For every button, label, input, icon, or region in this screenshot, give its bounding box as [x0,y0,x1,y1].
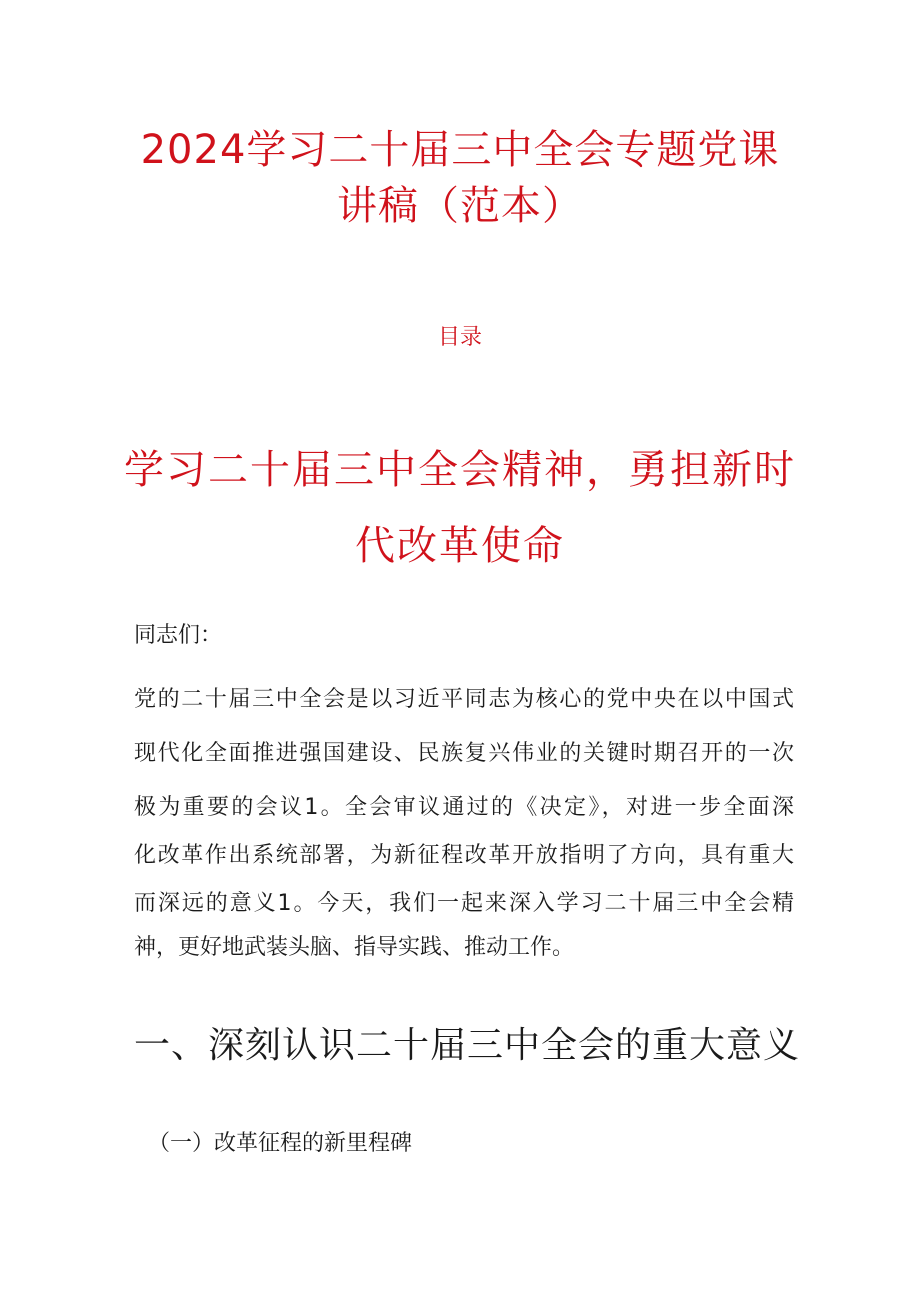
section-heading-1: 一、深刻认识二十届三中全会的重大意义 [134,1025,801,1066]
document-title-line-2: 讲稿（范本） [337,183,583,229]
intro-paragraph-line: 化改革作出系统部署，为新征程改革开放指明了方向，具有重大 [134,843,794,868]
intro-paragraph-line: 而深远的意义1。今天，我们一起来深入学习二十届三中全会精 [134,891,794,916]
intro-paragraph-line: 神，更好地武装头脑、指导实践、推动工作。 [134,935,575,960]
table-of-contents-label: 目录 [437,325,482,350]
intro-paragraph-line: 党的二十届三中全会是以习近平同志为核心的党中央在以中国式 [134,687,794,712]
document-title-line-1: 2024学习二十届三中全会专题党课 [140,127,780,173]
intro-paragraph-line: 现代化全面推进强国建设、民族复兴伟业的关键时期召开的一次 [134,741,794,766]
section-title-line-1: 学习二十届三中全会精神，勇担新时 [124,447,796,493]
section-title-line-2: 代改革使命 [355,523,565,569]
salutation: 同志们： [134,623,223,648]
intro-paragraph-line: 极为重要的会议1。全会审议通过的《决定》，对进一步全面深 [134,795,794,820]
subsection-heading-1: （一）改革征程的新里程碑 [148,1131,413,1156]
